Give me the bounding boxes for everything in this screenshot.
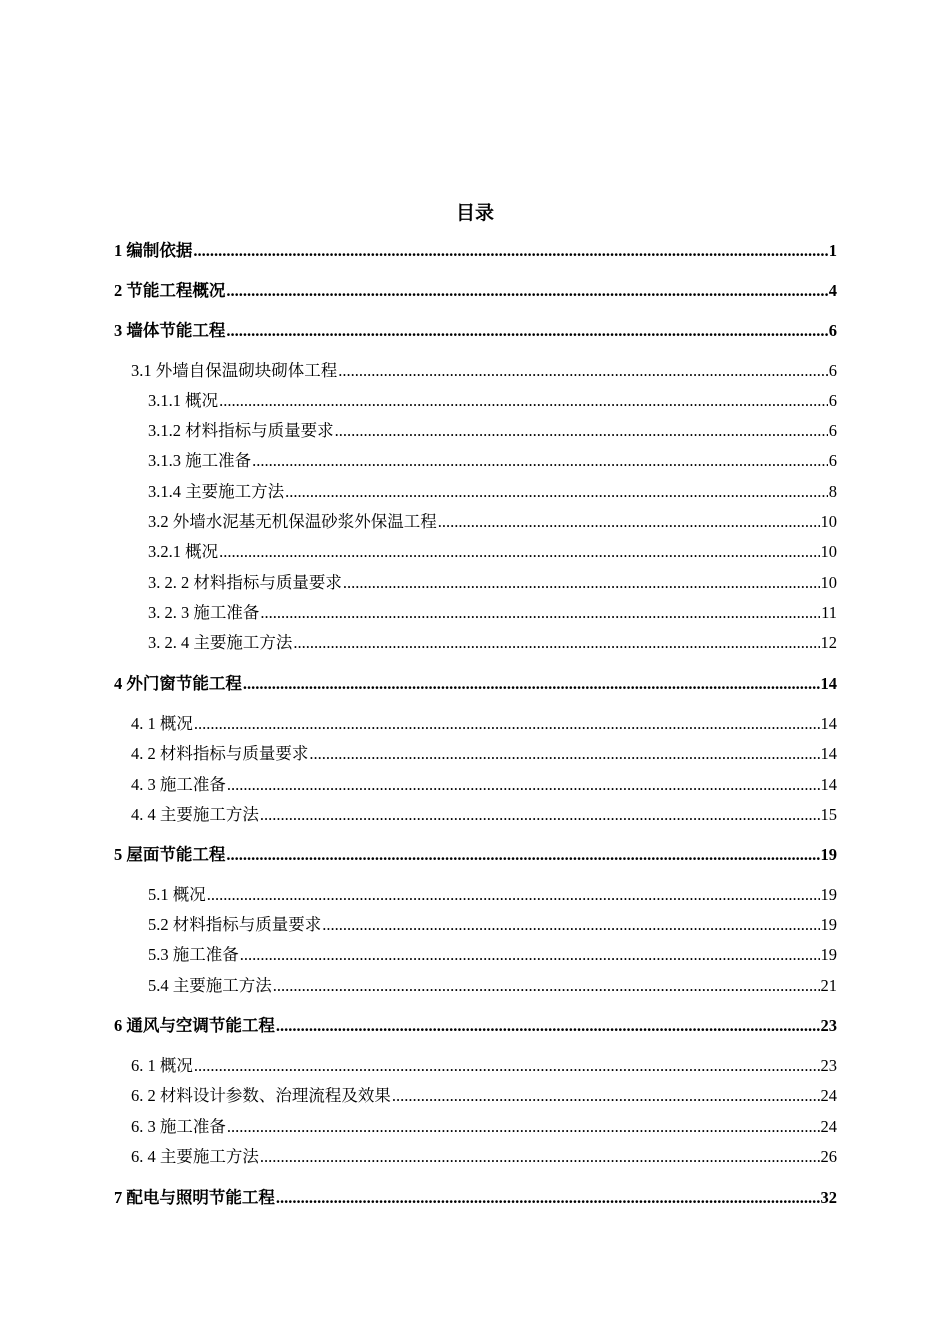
- toc-page-number: 23: [820, 1056, 837, 1075]
- toc-entry[interactable]: [148, 975, 837, 997]
- toc-leader-dots: [276, 1015, 820, 1037]
- toc-page-number: 4: [828, 281, 837, 300]
- toc-page-number: 19: [820, 845, 837, 864]
- toc-leader-dots: [207, 884, 820, 906]
- toc-entry[interactable]: [131, 713, 837, 735]
- page-title: 目录: [455, 202, 494, 224]
- toc-entry[interactable]: [148, 632, 837, 654]
- toc-page-number: 10: [820, 512, 837, 531]
- toc-entry[interactable]: [131, 360, 837, 382]
- toc-page-number: 24: [820, 1086, 837, 1105]
- toc-entry-label: 5.2 材料指标与质量要求: [148, 915, 322, 934]
- toc-leader-dots: [240, 944, 820, 966]
- toc-entry-label: 4. 3 施工准备: [131, 775, 226, 794]
- toc-leader-dots: [227, 1116, 820, 1138]
- toc-entry-label: 1 编制依据: [114, 241, 193, 260]
- toc-entry-label: 3.2.1 概况: [148, 542, 219, 561]
- toc-leader-dots: [309, 743, 819, 765]
- toc-page-number: 10: [820, 573, 837, 592]
- toc-entry[interactable]: [131, 1146, 837, 1168]
- toc-entry-label: 4. 4 主要施工方法: [131, 805, 259, 824]
- toc-page-number: 14: [820, 714, 837, 733]
- toc-entry-label: 4. 2 材料指标与质量要求: [131, 744, 309, 763]
- toc-leader-dots: [219, 541, 819, 563]
- toc-entry-label: 6. 2 材料设计参数、治理流程及效果: [131, 1086, 391, 1105]
- toc-page-number: 1: [828, 241, 837, 260]
- toc-entry[interactable]: [131, 1085, 837, 1107]
- toc-entry[interactable]: [131, 1116, 837, 1138]
- toc-leader-dots: [392, 1085, 820, 1107]
- toc-entry[interactable]: [148, 420, 837, 442]
- toc-page-number: 6: [828, 421, 837, 440]
- toc-entry-label: 3.1.2 材料指标与质量要求: [148, 421, 334, 440]
- toc-entry-label: 5.3 施工准备: [148, 945, 239, 964]
- toc-entry[interactable]: [114, 240, 837, 262]
- toc-page-number: 14: [820, 674, 837, 693]
- toc-page-number: 6: [828, 321, 837, 340]
- toc-leader-dots: [260, 602, 820, 624]
- toc-entry[interactable]: [114, 280, 837, 302]
- toc-page-number: 6: [828, 361, 837, 380]
- toc-leader-dots: [276, 1187, 820, 1209]
- toc-entry[interactable]: [131, 774, 837, 796]
- toc-page-number: 23: [820, 1016, 837, 1035]
- toc-page-number: 26: [820, 1147, 837, 1166]
- toc-entry-label: 2 节能工程概况: [114, 281, 226, 300]
- toc-leader-dots: [273, 975, 820, 997]
- toc-page-number: 11: [821, 603, 837, 622]
- toc-leader-dots: [252, 450, 828, 472]
- toc-entry[interactable]: [148, 572, 837, 594]
- toc-entry[interactable]: [114, 673, 837, 695]
- toc-page-number: 14: [820, 775, 837, 794]
- toc-entry-label: 3. 2. 2 材料指标与质量要求: [148, 573, 342, 592]
- toc-entry[interactable]: [131, 804, 837, 826]
- toc-entry[interactable]: [114, 320, 837, 342]
- toc-entry-label: 6. 4 主要施工方法: [131, 1147, 259, 1166]
- toc-leader-dots: [226, 280, 827, 302]
- toc-entry[interactable]: [148, 511, 837, 533]
- toc-entry[interactable]: [148, 884, 837, 906]
- toc-leader-dots: [285, 481, 828, 503]
- toc-page-number: 6: [828, 391, 837, 410]
- toc-page-number: 12: [820, 633, 837, 652]
- toc-leader-dots: [226, 320, 827, 342]
- toc-entry[interactable]: [148, 481, 837, 503]
- toc-entry-label: 6 通风与空调节能工程: [114, 1016, 275, 1035]
- toc-entry-label: 6. 1 概况: [131, 1056, 193, 1075]
- toc-leader-dots: [193, 240, 827, 262]
- toc-entry-label: 5.4 主要施工方法: [148, 976, 272, 995]
- toc-entry[interactable]: [148, 390, 837, 412]
- toc-entry-label: 3.2 外墙水泥基无机保温砂浆外保温工程: [148, 512, 437, 531]
- toc-leader-dots: [194, 713, 820, 735]
- toc-entry-label: 3.1 外墙自保温砌块砌体工程: [131, 361, 338, 380]
- toc-entry-label: 3.1.4 主要施工方法: [148, 482, 285, 501]
- toc-page-number: 19: [820, 885, 837, 904]
- toc-page-number: 32: [820, 1188, 837, 1207]
- toc-entry[interactable]: [114, 844, 837, 866]
- toc-entry[interactable]: [131, 1055, 837, 1077]
- toc-leader-dots: [194, 1055, 820, 1077]
- toc-entry-label: 3 墙体节能工程: [114, 321, 226, 340]
- toc-entry[interactable]: [114, 1187, 837, 1209]
- toc-leader-dots: [226, 844, 819, 866]
- toc-entry-label: 7 配电与照明节能工程: [114, 1188, 275, 1207]
- toc-entry-label: 3.1.3 施工准备: [148, 451, 252, 470]
- toc-leader-dots: [343, 572, 820, 594]
- toc-leader-dots: [293, 632, 819, 654]
- toc-page-number: 14: [820, 744, 837, 763]
- toc-entry[interactable]: [148, 602, 837, 624]
- toc-leader-dots: [335, 420, 828, 442]
- toc-leader-dots: [322, 914, 819, 936]
- toc-entry[interactable]: [148, 541, 837, 563]
- toc-entry-label: 3. 2. 3 施工准备: [148, 603, 260, 622]
- toc-leader-dots: [260, 804, 820, 826]
- toc-entry-label: 5.1 概况: [148, 885, 206, 904]
- toc-entry-label: 6. 3 施工准备: [131, 1117, 226, 1136]
- toc-page-number: 6: [828, 451, 837, 470]
- toc-leader-dots: [438, 511, 820, 533]
- toc-leader-dots: [227, 774, 820, 796]
- toc-entry[interactable]: [148, 944, 837, 966]
- toc-page-number: 19: [820, 915, 837, 934]
- toc-entry-label: 4 外门窗节能工程: [114, 674, 242, 693]
- toc-page-number: 19: [820, 945, 837, 964]
- toc-entry[interactable]: [148, 450, 837, 472]
- toc-leader-dots: [219, 390, 828, 412]
- toc-entry-label: 3. 2. 4 主要施工方法: [148, 633, 293, 652]
- toc-entry[interactable]: [131, 743, 837, 765]
- toc-page-number: 24: [820, 1117, 837, 1136]
- toc-page-number: 10: [820, 542, 837, 561]
- toc-page-number: 21: [820, 976, 837, 995]
- toc-leader-dots: [243, 673, 820, 695]
- toc-entry[interactable]: [148, 914, 837, 936]
- toc-leader-dots: [338, 360, 828, 382]
- toc-page-number: 15: [820, 805, 837, 824]
- toc-entry[interactable]: [114, 1015, 837, 1037]
- toc-page-number: 8: [828, 482, 837, 501]
- toc-entry-label: 3.1.1 概况: [148, 391, 219, 410]
- toc-entry-label: 4. 1 概况: [131, 714, 193, 733]
- toc-entry-label: 5 屋面节能工程: [114, 845, 226, 864]
- toc-leader-dots: [260, 1146, 820, 1168]
